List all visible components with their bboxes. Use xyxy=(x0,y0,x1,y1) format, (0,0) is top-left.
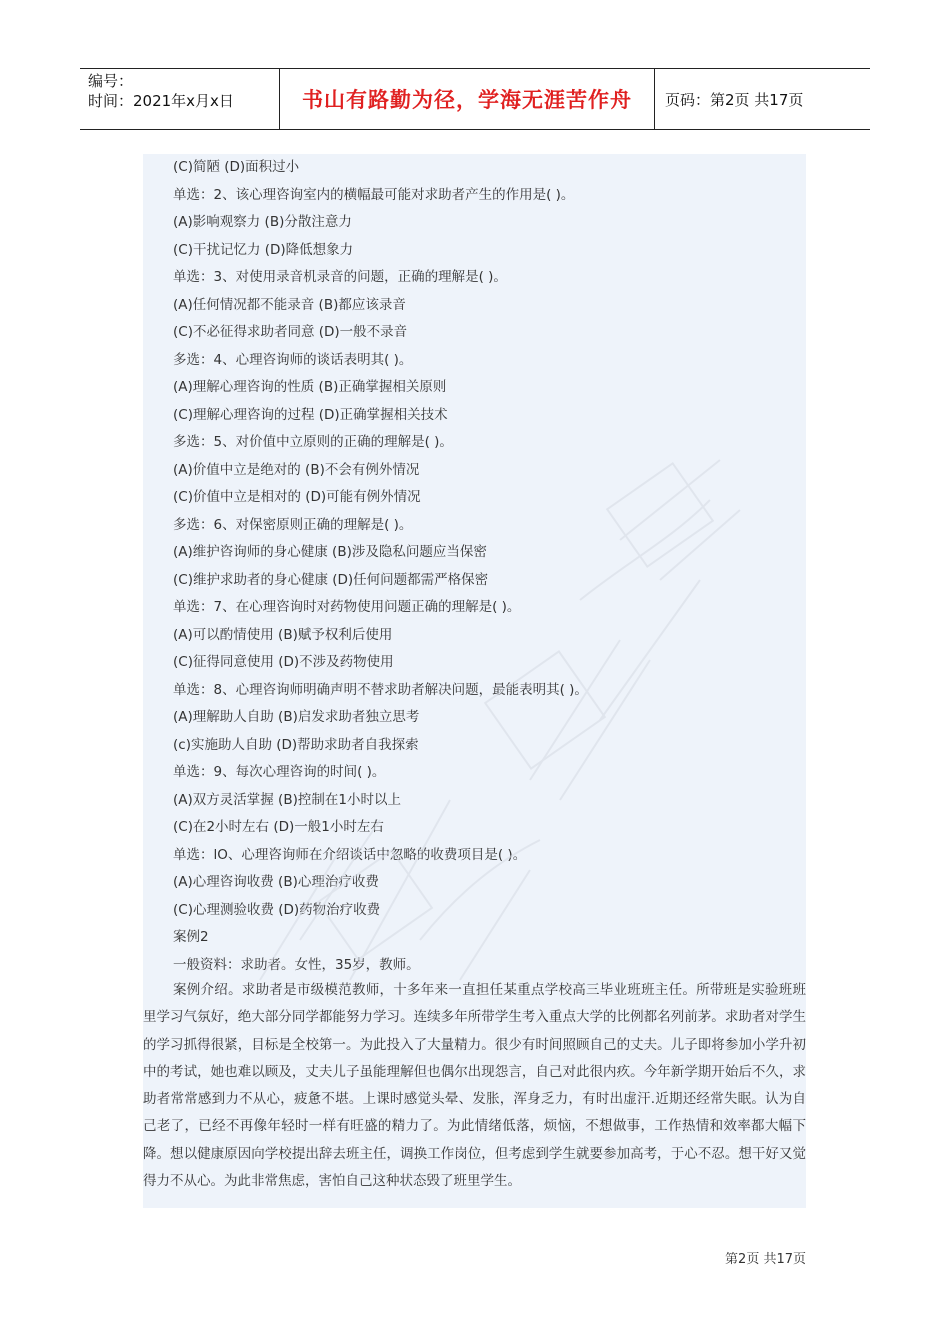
page-header xyxy=(80,68,870,130)
option-line: (C)不必征得求助者同意 (D)一般不录音 xyxy=(173,324,408,340)
case-description: 案例介绍。求助者是市级模范教师，十多年来一直担任某重点学校高三毕业班班主任。所带班是实验班班里学习气氛好，绝大部分同学都能努力学习。连续多年所带学生考入重点大学的比例都名列前茅。求助者对学生的学习抓得很紧，目标是全校第一。为此投入了大量精力。很少有时间照顾自己的丈夫。儿子即将参加小学升初中的考试，她也难以顾及，丈夫儿子虽能理解但也偶尔出现怨言，自己对此很内疚。今年新学期开始后不久，求助者常常感到力不从心，疲惫不堪。上课时感觉头晕、发胀，浑身乏力，有时出虚汗.近期还经常失眠。认为自己老了，已经不再像年轻时一样有旺盛的精力了。为此情绪低落，烦恼，不想做事，工作热情和效率都大幅下降。想以健康原因向学校提出辞去班主任，调换工作岗位，但考虑到学生就要参加高考，于心不忍。想干好又觉得力不从心。为此非常焦虑，害怕自己这种状态毁了班里学生。 xyxy=(143,982,806,1190)
option-line: (C)征得同意使用 (D)不涉及药物使用 xyxy=(173,654,394,670)
case-heading: 案例2 xyxy=(173,929,209,945)
question-line: 单选：8、心理咨询师明确声明不替求助者解决问题，最能表明其( )。 xyxy=(173,682,588,698)
page-footer: 第2页 共17页 xyxy=(725,1252,806,1267)
question-line: 单选：3、对使用录音机录音的问题，正确的理解是( )。 xyxy=(173,269,507,285)
option-line: (A)价值中立是绝对的 (B)不会有例外情况 xyxy=(173,462,420,478)
number-label: 编号： xyxy=(88,72,134,90)
header-meta xyxy=(80,69,280,129)
option-line: (A)理解助人自助 (B)启发求助者独立思考 xyxy=(173,709,420,725)
question-line: 多选：4、心理咨询师的谈话表明其( )。 xyxy=(173,352,413,368)
document-body xyxy=(143,154,806,1208)
option-line: (C)维护求助者的身心健康 (D)任何问题都需严格保密 xyxy=(173,572,489,588)
question-line: 单选：9、每次心理咨询的时间( )。 xyxy=(173,764,386,780)
option-line: (A)任何情况都不能录音 (B)都应该录音 xyxy=(173,297,406,313)
option-line: (c)实施助人自助 (D)帮助求助者自我探索 xyxy=(173,737,419,753)
option-line: (A)可以酌情使用 (B)赋予权利后使用 xyxy=(173,627,393,643)
question-line: 单选：lO、心理咨询师在介绍谈话中忽略的收费项目是( )。 xyxy=(173,847,527,863)
question-line: 多选：5、对价值中立原则的正确的理解是( )。 xyxy=(173,434,453,450)
option-line: (A)理解心理咨询的性质 (B)正确掌握相关原则 xyxy=(173,379,447,395)
option-line: (A)维护咨询师的身心健康 (B)涉及隐私问题应当保密 xyxy=(173,544,487,560)
header-motto: 书山有路勤为径，学海无涯苦作舟 xyxy=(280,69,655,129)
option-line: (A)双方灵活掌握 (B)控制在1小时以上 xyxy=(173,792,401,808)
question-line: 单选：2、该心理咨询室内的横幅最可能对求助者产生的作用是( )。 xyxy=(173,187,575,203)
option-line: (C)干扰记忆力 (D)降低想象力 xyxy=(173,242,354,258)
question-line: 多选：6、对保密原则正确的理解是( )。 xyxy=(173,517,413,533)
text-line: (C)简陋 (D)面积过小 xyxy=(173,159,300,175)
option-line: (C)在2小时左右 (D)一般1小时左右 xyxy=(173,819,384,835)
option-line: (A)心理咨询收费 (B)心理治疗收费 xyxy=(173,874,379,890)
option-line: (C)价值中立是相对的 (D)可能有例外情况 xyxy=(173,489,421,505)
question-line: 单选：7、在心理咨询时对药物使用问题正确的理解是( )。 xyxy=(173,599,521,615)
option-line: (C)理解心理咨询的过程 (D)正确掌握相关技术 xyxy=(173,407,448,423)
case-general-info: 一般资料：求助者。女性，35岁，教师。 xyxy=(173,957,420,973)
option-line: (C)心理测验收费 (D)药物治疗收费 xyxy=(173,902,381,918)
header-page-label: 页码：第2页 共17页 xyxy=(665,90,804,109)
time-label: 时间：2021年x月x日 xyxy=(88,92,234,110)
option-line: (A)影响观察力 (B)分散注意力 xyxy=(173,214,352,230)
